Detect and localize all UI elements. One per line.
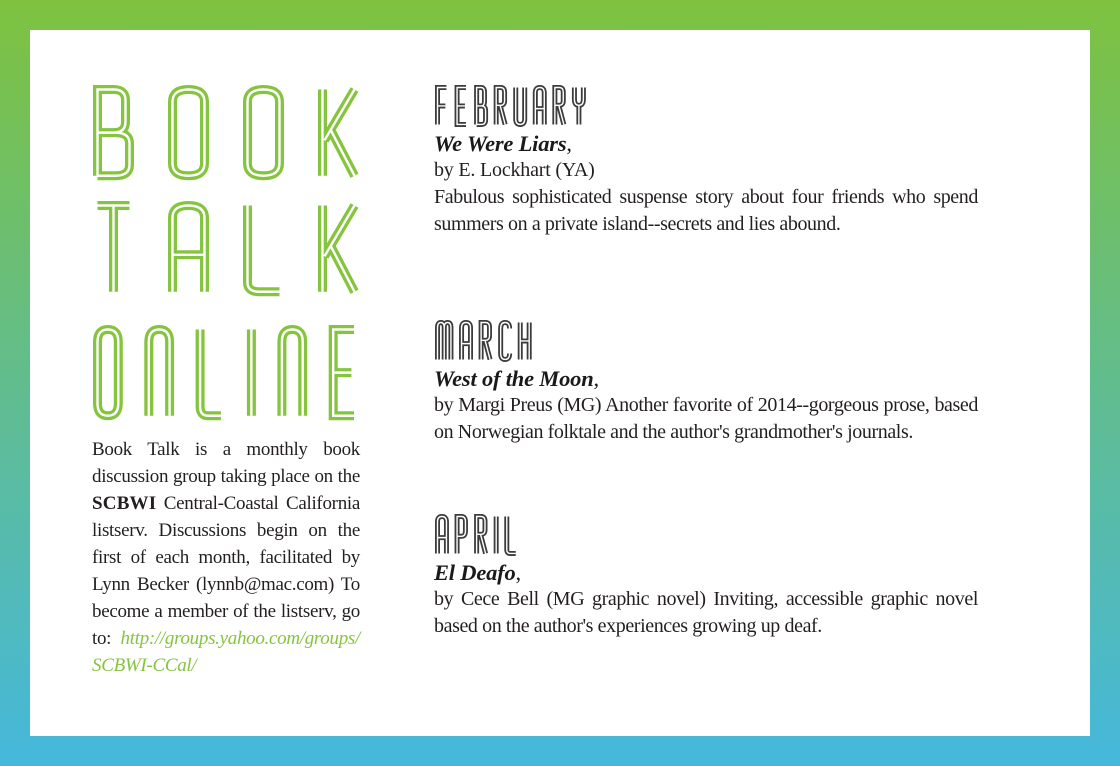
- book-title: West of the Moon: [434, 365, 594, 391]
- left-column: [92, 84, 362, 679]
- month-heading-march: [434, 319, 978, 363]
- book-title-line: [434, 559, 978, 586]
- book-title-comma: ,: [593, 365, 600, 391]
- about-text-after: Central-Coastal California listserv. Discussions begin on the first of each month, facilitated by Lynn Becker (lynnb@mac.com) To become a member of the listserv, go to:: [92, 493, 360, 649]
- listserv-url: http://groups.yahoo.com/groups/SCBWI-CCal/: [92, 628, 360, 676]
- month-heading-february: [434, 84, 978, 128]
- title-word-talk: [92, 200, 362, 303]
- about-text-before: Book Talk is a monthly book discussion group taking place on the: [92, 439, 360, 487]
- month-heading-april: [434, 513, 978, 557]
- book-description: by Cece Bell (MG graphic novel) Inviting, accessible graphic novel based on the author's experiences growing up deaf.: [434, 587, 978, 638]
- title-word-online: [92, 324, 362, 427]
- book-byline: by E. Lockhart (YA): [434, 159, 595, 181]
- month-section-april: [434, 513, 978, 641]
- book-description: Fabulous sophisticated suspense story about four friends who spend summers on a private island--secrets and lies abound.: [434, 186, 978, 236]
- month-section-february: [434, 84, 978, 239]
- right-column: [434, 84, 978, 640]
- month-section-march: [434, 319, 978, 447]
- book-title-line: [434, 130, 978, 157]
- poster-inner: [30, 30, 1090, 736]
- book-title-comma: ,: [566, 131, 573, 156]
- book-title: We Were Liars: [434, 131, 567, 156]
- book-title: El Deafo: [434, 559, 516, 585]
- scbwi-bold: SCBWI: [92, 493, 157, 514]
- about-paragraph: [92, 436, 360, 679]
- title-word-book: [92, 84, 362, 187]
- book-title-line: [434, 365, 978, 392]
- book-description: by Margi Preus (MG) Another favorite of 2014--gorgeous prose, based on Norwegian folktale and the author's grandmother's journals.: [434, 393, 978, 444]
- book-title-comma: ,: [515, 559, 522, 585]
